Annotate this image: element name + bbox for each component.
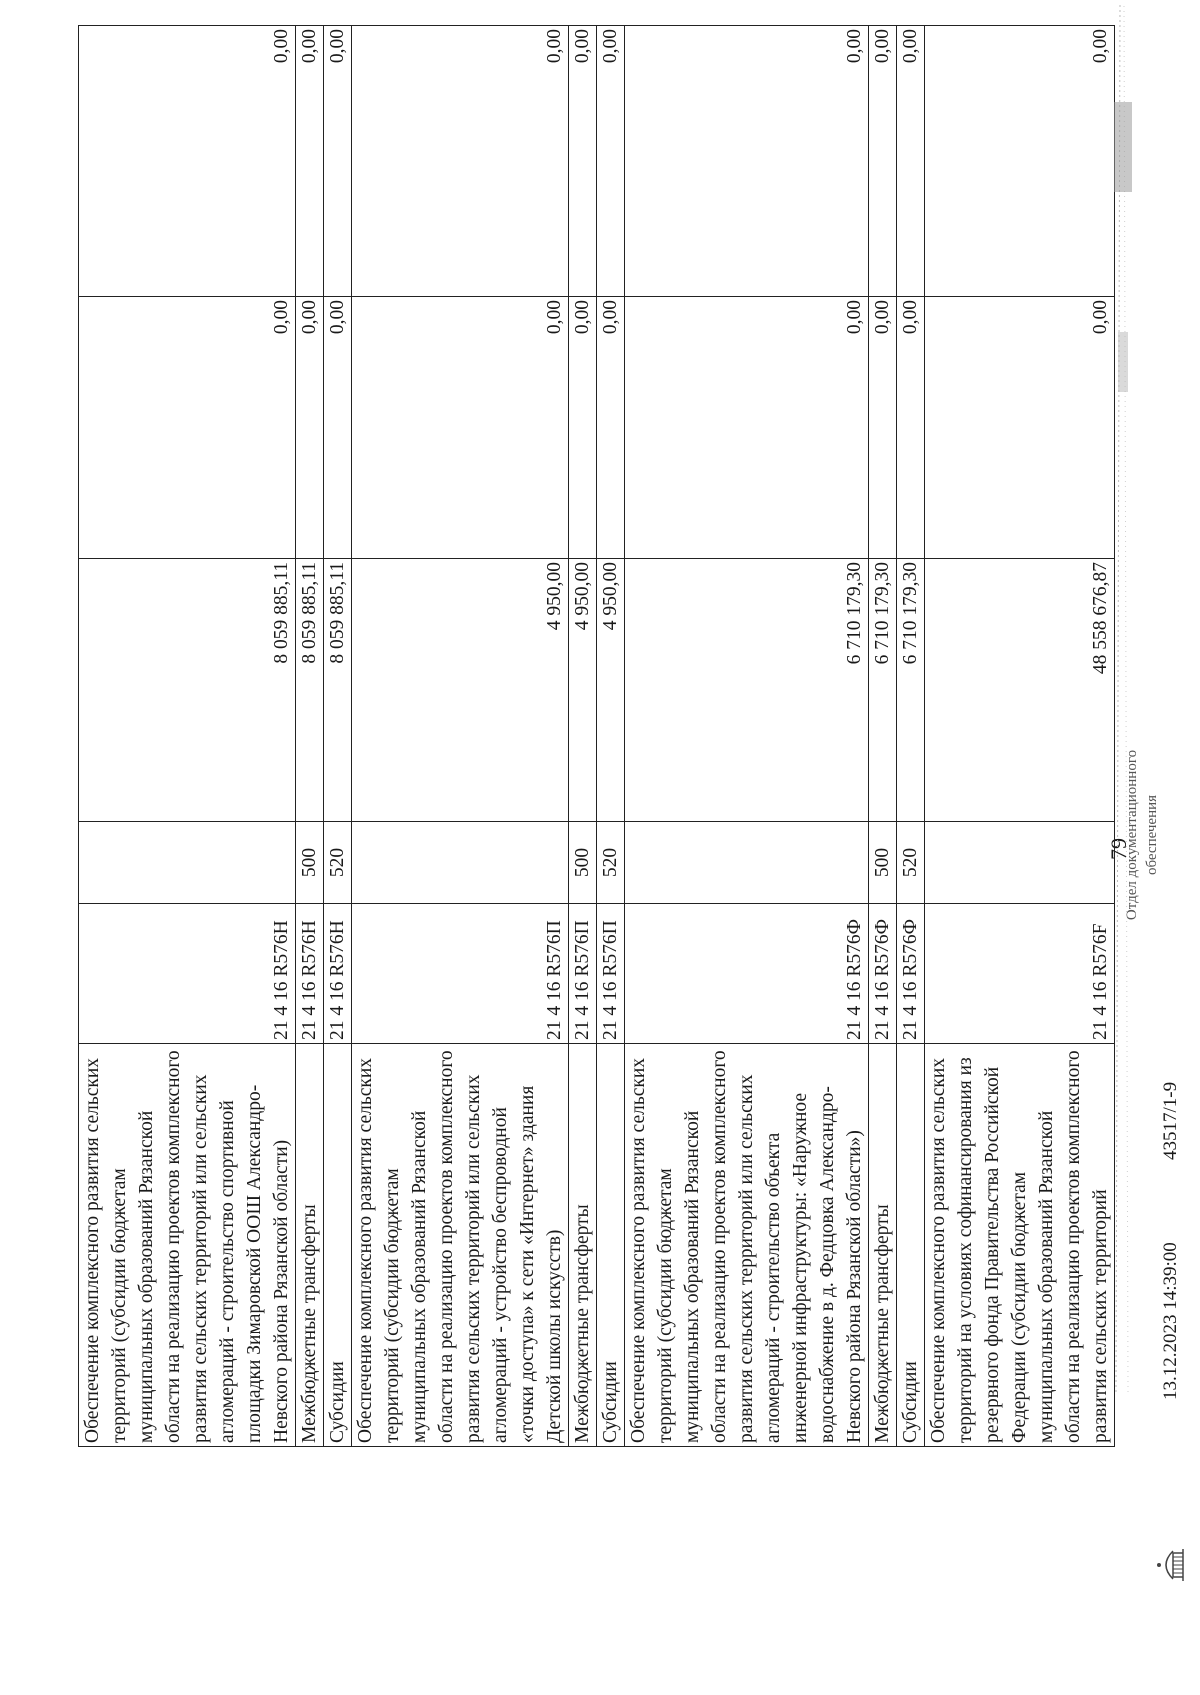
table-row bbox=[597, 26, 625, 1447]
cell-name: Субсидии bbox=[597, 1044, 625, 1447]
cell-sum3: 0,00 bbox=[324, 26, 352, 297]
table-row bbox=[324, 26, 352, 1447]
cell-sum2: 0,00 bbox=[569, 297, 597, 559]
cell-name: Обеспечение комплексного развития сельских территорий (субсидии бюджетам муниципальных образований Рязанской области на реализацию проектов комплексного развития сельских территорий или сельских агломераций - устройство беспроводной «точки доступа» к сети «Интернет» здания Детской школы искусств) bbox=[352, 1044, 569, 1447]
table-row bbox=[625, 26, 869, 1447]
cell-code: 21 4 16 R576Н bbox=[79, 904, 296, 1044]
cell-name: Обеспечение комплексного развития сельских территорий на условиях софинансирования из резервного фонда Правительства Российской Федерации (субсидии бюджетам муниципальных образований Рязанской области на реализацию проектов комплексного развития сельских территорий bbox=[925, 1044, 1115, 1447]
cell-sum1: 8 059 885,11 bbox=[79, 559, 296, 822]
cell-vr: 520 bbox=[897, 822, 925, 904]
cell-name: Межбюджетные трансферты bbox=[296, 1044, 324, 1447]
cell-sum2: 0,00 bbox=[324, 297, 352, 559]
footer-datetime: 13.12.2023 14:39:00 bbox=[1160, 1242, 1181, 1400]
cell-vr: 520 bbox=[597, 822, 625, 904]
cell-sum1: 4 950,00 bbox=[597, 559, 625, 822]
stamp-line-2: обеспечения bbox=[1144, 794, 1160, 876]
cell-code: 21 4 16 R576Н bbox=[324, 904, 352, 1044]
cell-name: Межбюджетные трансферты bbox=[569, 1044, 597, 1447]
cell-name: Обеспечение комплексного развития сельских территорий (субсидии бюджетам муниципальных образований Рязанской области на реализацию проектов комплексного развития сельских территорий или сельских агломераций - строительство объекта инженерной инфраструктуры: «Наружное водоснабжение в д. Федцовка Александро-Невского района Рязанской области») bbox=[625, 1044, 869, 1447]
stamp-line-1: Отдел документационного bbox=[1124, 749, 1140, 921]
cell-sum2: 0,00 bbox=[352, 297, 569, 559]
cell-sum3: 0,00 bbox=[925, 26, 1115, 297]
cell-name: Обеспечение комплексного развития сельских территорий (субсидии бюджетам муниципальных образований Рязанской области на реализацию проектов комплексного развития сельских территорий или сельских агломераций - строительство спортивной площадки Зимаровской ООШ Александро-Невского района Рязанской области) bbox=[79, 1044, 296, 1447]
cell-code: 21 4 16 R576F bbox=[925, 904, 1115, 1044]
cell-sum1: 6 710 179,30 bbox=[625, 559, 869, 822]
cell-vr: 500 bbox=[296, 822, 324, 904]
footer-doc-id: 43517/1-9 bbox=[1160, 1081, 1181, 1160]
cell-sum3: 0,00 bbox=[869, 26, 897, 297]
table-row bbox=[897, 26, 925, 1447]
cell-code: 21 4 16 R576П bbox=[597, 904, 625, 1044]
table-row bbox=[869, 26, 897, 1447]
cell-sum1: 48 558 676,87 bbox=[925, 559, 1115, 822]
page-number: 79 bbox=[1106, 838, 1131, 860]
cell-code: 21 4 16 R576П bbox=[352, 904, 569, 1044]
cell-sum3: 0,00 bbox=[569, 26, 597, 297]
cell-sum2: 0,00 bbox=[897, 297, 925, 559]
emblem-logo bbox=[1155, 1545, 1192, 1585]
table-row bbox=[296, 26, 324, 1447]
cell-sum2: 0,00 bbox=[79, 297, 296, 559]
table-row bbox=[79, 26, 296, 1447]
cell-sum1: 8 059 885,11 bbox=[324, 559, 352, 822]
cell-sum1: 6 710 179,30 bbox=[869, 559, 897, 822]
cell-vr bbox=[925, 822, 1115, 904]
budget-table bbox=[78, 25, 1115, 1447]
cell-sum3: 0,00 bbox=[597, 26, 625, 297]
cell-name: Субсидии bbox=[324, 1044, 352, 1447]
cell-sum2: 0,00 bbox=[625, 297, 869, 559]
cell-code: 21 4 16 R576Н bbox=[296, 904, 324, 1044]
cell-code: 21 4 16 R576Ф bbox=[869, 904, 897, 1044]
cell-vr bbox=[79, 822, 296, 904]
cell-sum1: 8 059 885,11 bbox=[296, 559, 324, 822]
cell-sum2: 0,00 bbox=[296, 297, 324, 559]
cell-sum3: 0,00 bbox=[79, 26, 296, 297]
cell-sum2: 0,00 bbox=[925, 297, 1115, 559]
cell-vr: 520 bbox=[324, 822, 352, 904]
cell-vr bbox=[625, 822, 869, 904]
scan-edge-noise bbox=[1110, 2, 1138, 1392]
cell-sum2: 0,00 bbox=[869, 297, 897, 559]
cell-name: Межбюджетные трансферты bbox=[869, 1044, 897, 1447]
table-row bbox=[352, 26, 569, 1447]
table-row bbox=[925, 26, 1115, 1447]
cell-sum1: 4 950,00 bbox=[569, 559, 597, 822]
cell-sum1: 4 950,00 bbox=[352, 559, 569, 822]
cell-sum3: 0,00 bbox=[296, 26, 324, 297]
cell-vr: 500 bbox=[869, 822, 897, 904]
cell-code: 21 4 16 R576Ф bbox=[625, 904, 869, 1044]
cell-sum3: 0,00 bbox=[352, 26, 569, 297]
cell-sum1: 6 710 179,30 bbox=[897, 559, 925, 822]
cell-sum2: 0,00 bbox=[597, 297, 625, 559]
cell-sum3: 0,00 bbox=[625, 26, 869, 297]
table-row bbox=[569, 26, 597, 1447]
cell-sum3: 0,00 bbox=[897, 26, 925, 297]
cell-vr: 500 bbox=[569, 822, 597, 904]
cell-code: 21 4 16 R576Ф bbox=[897, 904, 925, 1044]
cell-name: Субсидии bbox=[897, 1044, 925, 1447]
cell-code: 21 4 16 R576П bbox=[569, 904, 597, 1044]
cell-vr bbox=[352, 822, 569, 904]
